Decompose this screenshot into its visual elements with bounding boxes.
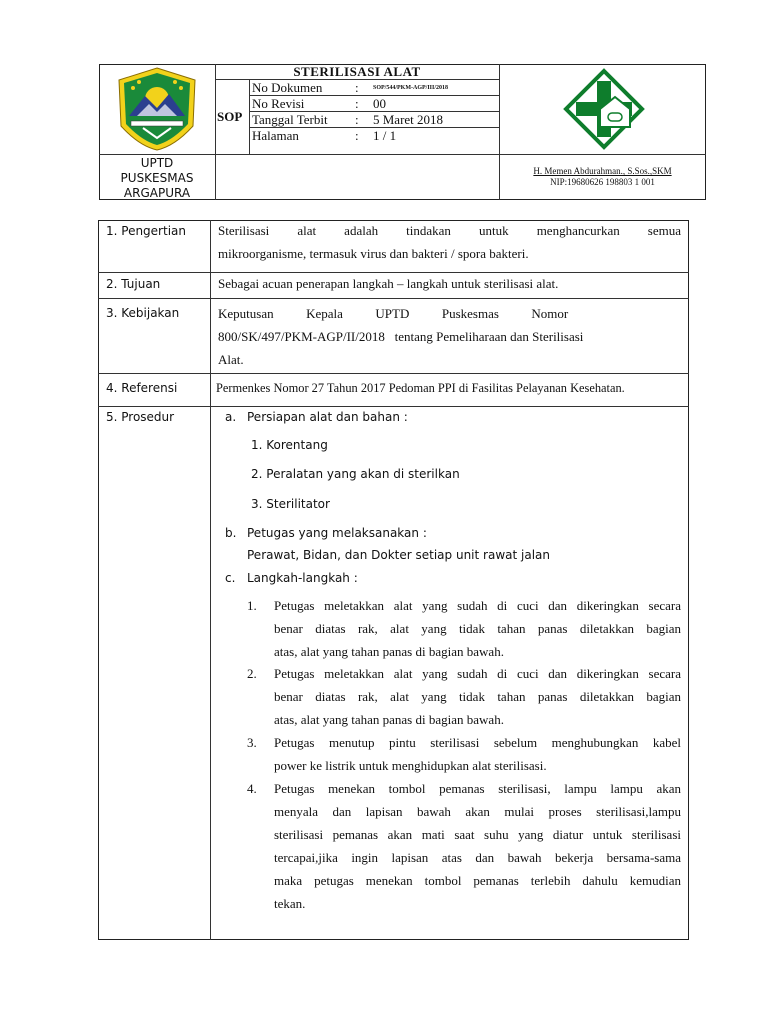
kebijakan-line-2: 800/SK/497/PKM-AGP/II/2018 tentang Pemeliharaan dan Sterilisasi: [218, 329, 584, 344]
value-tanggal-terbit: 5 Maret 2018: [373, 112, 444, 127]
section-label-pengertian: 1. Pengertian: [106, 224, 186, 238]
label-tanggal-terbit: Tanggal Terbit: [252, 112, 328, 127]
step-1-line: benar diatas rak, alat yang tidak tahan panas diletakkan bagian: [274, 621, 681, 636]
subsection-b-text: Perawat, Bidan, dan Dokter setiap unit rawat jalan: [247, 548, 550, 562]
label-no-revisi: No Revisi: [252, 96, 305, 111]
section-label-kebijakan: 3. Kebijakan: [106, 306, 180, 320]
step-4-line: menyala dan lapisan bawah akan mulai proses sterilisasi,lampu: [274, 804, 681, 819]
list-marker-a: a.: [225, 410, 237, 424]
subsection-a-title: Persiapan alat dan bahan :: [247, 410, 408, 424]
step-2-line: atas, alat yang tahan panas di bagian bawah.: [274, 712, 504, 727]
separator: :: [355, 96, 359, 111]
step-number: 2.: [247, 666, 257, 681]
separator: :: [355, 112, 359, 127]
step-4-line: maka petugas menekan tombol pemanas terlebih dahulu kemudian: [274, 873, 681, 888]
step-4-line: tekan.: [274, 896, 306, 911]
kebijakan-line-3: Alat.: [218, 352, 244, 367]
subsection-b-title: Petugas yang melaksanakan :: [247, 526, 427, 540]
separator: :: [355, 80, 359, 95]
section-label-tujuan: 2. Tujuan: [106, 277, 161, 291]
section-label-prosedur: 5. Prosedur: [106, 410, 175, 424]
list-item: 2. Peralatan yang akan di sterilkan: [251, 467, 460, 481]
step-2-line: Petugas meletakkan alat yang sudah di cuci dan dikeringkan secara: [274, 666, 681, 681]
kebijakan-line-1: Keputusan Kepala UPTD Puskesmas Nomor: [218, 306, 569, 321]
signer-nip: NIP:19680626 198803 1 001: [550, 177, 655, 187]
value-no-revisi: 00: [373, 96, 386, 111]
pengertian-line-1: Sterilisasi alat adalah tindakan untuk menghancurkan semua: [218, 223, 681, 238]
step-number: 4.: [247, 781, 257, 796]
list-item: 3. Sterilitator: [251, 497, 330, 511]
sop-label: SOP: [217, 109, 243, 124]
step-3-line: Petugas menutup pintu sterilisasi sebelum menghubungkan kabel: [274, 735, 681, 750]
org-line-2: PUSKESMAS: [120, 171, 194, 185]
label-no-dokumen: No Dokumen: [252, 80, 323, 95]
value-no-dokumen: SOP/544/PKM-AGP/III/2018: [373, 85, 448, 91]
value-halaman: 1 / 1: [373, 128, 397, 143]
step-2-line: benar diatas rak, alat yang tidak tahan panas diletakkan bagian: [274, 689, 681, 704]
org-line-3: ARGAPURA: [123, 186, 191, 200]
step-3-line: power ke listrik untuk menghidupkan alat sterilisasi.: [274, 758, 547, 773]
pengertian-line-2: mikroorganisme, termasuk virus dan bakteri / spora bakteri.: [218, 246, 529, 261]
label-halaman: Halaman: [252, 128, 299, 143]
tujuan-text: Sebagai acuan penerapan langkah – langkah untuk sterilisasi alat.: [218, 276, 559, 291]
step-number: 1.: [247, 598, 257, 613]
org-line-1: UPTD: [140, 156, 174, 170]
section-label-referensi: 4. Referensi: [106, 381, 178, 395]
step-number: 3.: [247, 735, 257, 750]
list-marker-c: c.: [225, 571, 236, 585]
signer-name: H. Memen Abdurahman., S.Sos.,SKM: [533, 166, 672, 176]
subsection-c-title: Langkah-langkah :: [247, 571, 358, 585]
step-1-line: atas, alat yang tahan panas di bagian bawah.: [274, 644, 504, 659]
step-4-line: Petugas menekan tombol pemanas sterilisasi, lampu lampu akan: [274, 781, 681, 796]
list-marker-b: b.: [225, 526, 237, 540]
step-1-line: Petugas meletakkan alat yang sudah di cuci dan dikeringkan secara: [274, 598, 681, 613]
referensi-text: Permenkes Nomor 27 Tahun 2017 Pedoman PPI di Fasilitas Pelayanan Kesehatan.: [216, 381, 625, 395]
document-title: STERILISASI ALAT: [293, 64, 421, 79]
step-4-line: tercapai,jika ingin lapisan atas dan bawah bekerja bersama-sama: [274, 850, 681, 865]
puskesmas-logo: [562, 67, 646, 151]
district-emblem: [115, 66, 199, 152]
separator: :: [355, 128, 359, 143]
list-item: 1. Korentang: [251, 438, 328, 452]
step-4-line: sterilisasi pemanas akan mati saat suhu yang diatur untuk sterilisasi: [274, 827, 681, 842]
